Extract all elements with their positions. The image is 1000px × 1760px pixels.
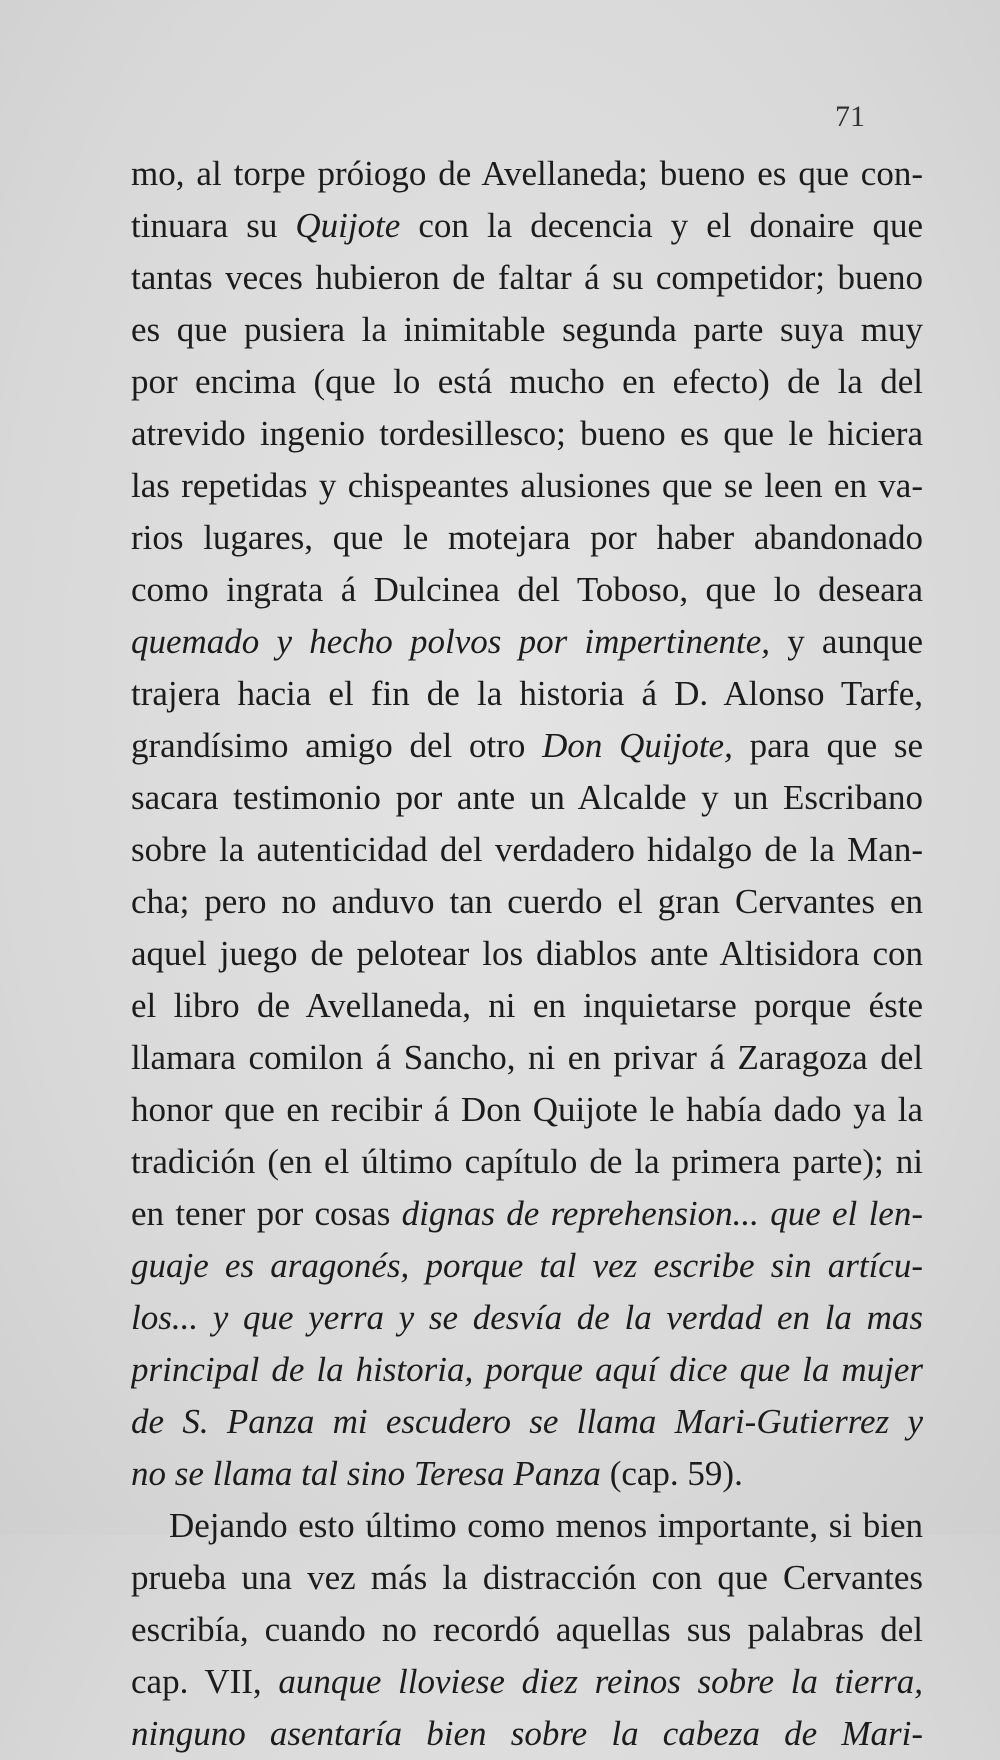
italic-text: no se llama tal sino Teresa Panza bbox=[131, 1454, 601, 1493]
text-line bbox=[131, 1396, 923, 1448]
text-segment: prueba una vez más la distracción con que Cervantes bbox=[131, 1558, 923, 1597]
text-segment: es que pusiera la inimitable segunda parte suya muy bbox=[131, 310, 923, 349]
text-line bbox=[131, 980, 923, 1032]
italic-text: los... y que yerra y se desvía de la verdad en la mas bbox=[131, 1298, 923, 1337]
text-line bbox=[131, 304, 923, 356]
text-line bbox=[131, 1448, 923, 1500]
text-segment: escribía, cuando no recordó aquellas sus palabras del bbox=[131, 1610, 923, 1649]
text-segment: tantas veces hubieron de faltar á su competidor; bueno bbox=[131, 258, 923, 297]
text-segment: en tener por cosas bbox=[131, 1194, 402, 1233]
text-line bbox=[131, 512, 923, 564]
italic-text: guaje es aragonés, porque tal vez escribe sin artícu- bbox=[131, 1246, 923, 1285]
text-segment: el libro de Avellaneda, ni en inquietarse porque éste bbox=[131, 986, 923, 1025]
text-line bbox=[131, 1292, 923, 1344]
text-line bbox=[131, 460, 923, 512]
text-line bbox=[131, 252, 923, 304]
text-segment: trajera hacia el fin de la historia á D. Alonso Tarfe, bbox=[131, 674, 923, 713]
text-segment: con la decencia y el donaire que bbox=[400, 206, 923, 245]
text-segment: cha; pero no anduvo tan cuerdo el gran Cervantes en bbox=[131, 882, 923, 921]
text-segment: Dejando esto último como menos importante, si bien bbox=[169, 1506, 923, 1545]
text-line bbox=[131, 1708, 923, 1760]
text-line bbox=[131, 772, 923, 824]
text-segment: tradición (en el último capítulo de la primera parte); ni bbox=[131, 1142, 923, 1181]
text-line bbox=[131, 720, 923, 772]
text-segment: para que se bbox=[732, 726, 923, 765]
text-segment: (cap. 59). bbox=[600, 1454, 743, 1493]
page-number: 71 bbox=[835, 100, 865, 133]
italic-text: Quijote bbox=[295, 206, 401, 245]
text-segment: y aunque bbox=[770, 622, 923, 661]
text-line bbox=[131, 1552, 923, 1604]
text-line bbox=[131, 1136, 923, 1188]
text-line bbox=[131, 824, 923, 876]
italic-text: principal de la historia, porque aquí dice que la mujer bbox=[131, 1350, 923, 1389]
text-line bbox=[131, 408, 923, 460]
italic-text: Don Quijote, bbox=[542, 726, 733, 765]
italic-text: de S. Panza mi escudero se llama Mari-Gutierrez y bbox=[131, 1402, 923, 1441]
text-line bbox=[131, 200, 923, 252]
text-segment: tinuara su bbox=[131, 206, 296, 245]
text-line bbox=[131, 1500, 923, 1552]
text-line bbox=[131, 1188, 923, 1240]
text-line bbox=[131, 148, 923, 200]
italic-text: ninguno asentaría bien sobre la cabeza de Mari- bbox=[131, 1714, 923, 1753]
text-segment: cap. VII, bbox=[131, 1662, 279, 1701]
body-text bbox=[131, 148, 923, 1760]
text-segment: atrevido ingenio tordesillesco; bueno es que le hiciera bbox=[131, 414, 923, 453]
text-line bbox=[131, 928, 923, 980]
italic-text: aunque lloviese diez reinos sobre la tierra, bbox=[278, 1662, 923, 1701]
text-line bbox=[131, 356, 923, 408]
text-segment: sobre la autenticidad del verdadero hidalgo de la Man- bbox=[131, 830, 923, 869]
text-line bbox=[131, 1604, 923, 1656]
text-line bbox=[131, 616, 923, 668]
text-line bbox=[131, 1240, 923, 1292]
text-segment: grandísimo amigo del otro bbox=[131, 726, 543, 765]
text-line bbox=[131, 1656, 923, 1708]
text-line bbox=[131, 668, 923, 720]
text-segment: rios lugares, que le motejara por haber abandonado bbox=[131, 518, 923, 557]
text-segment: por encima (que lo está mucho en efecto) de la del bbox=[131, 362, 923, 401]
text-segment: mo, al torpe próiogo de Avellaneda; bueno es que con- bbox=[131, 154, 923, 193]
text-segment: las repetidas y chispeantes alusiones que se leen en va- bbox=[131, 466, 923, 505]
text-line bbox=[131, 564, 923, 616]
text-line bbox=[131, 876, 923, 928]
text-segment: como ingrata á Dulcinea del Toboso, que lo deseara bbox=[131, 570, 923, 609]
text-segment: sacara testimonio por ante un Alcalde y un Escribano bbox=[131, 778, 923, 817]
text-segment: llamara comilon á Sancho, ni en privar á Zaragoza del bbox=[131, 1038, 923, 1077]
text-line bbox=[131, 1084, 923, 1136]
italic-text: quemado y hecho polvos por impertinente, bbox=[131, 622, 771, 661]
text-line bbox=[131, 1344, 923, 1396]
text-segment: honor que en recibir á Don Quijote le había dado ya la bbox=[131, 1090, 923, 1129]
text-segment: aquel juego de pelotear los diablos ante Altisidora con bbox=[131, 934, 923, 973]
italic-text: dignas de reprehension... que el len- bbox=[401, 1194, 923, 1233]
text-line bbox=[131, 1032, 923, 1084]
